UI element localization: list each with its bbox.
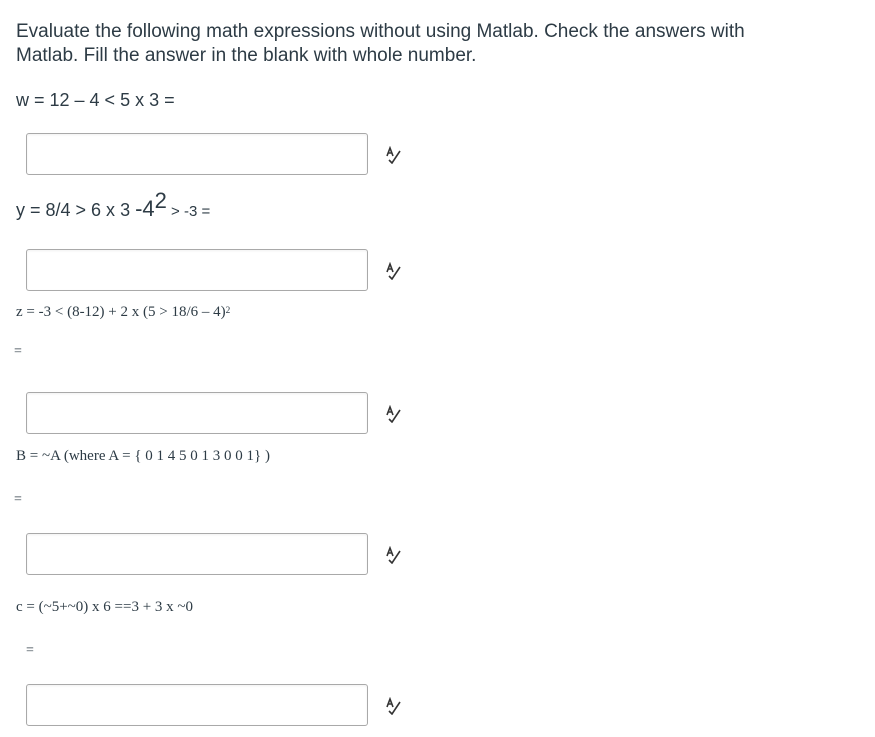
question-3-equals: = [14,344,22,359]
question-1-expression: w = 12 – 4 < 5 x 3 = [16,90,175,110]
instructions-text: Evaluate the following math expressions without using Matlab. Check the answers with Matlab. Fill the answer in the blank with whole number. [16,21,745,66]
spellcheck-icon[interactable] [384,546,402,564]
question-1-answer-input[interactable] [27,134,367,174]
question-2-answer-input[interactable] [27,250,367,290]
question-2-answer-box[interactable] [26,249,368,291]
question-3-expression-text: z = -3 < (8-12) + 2 x (5 > 18/6 – 4) [16,304,226,320]
question-5-answer-input[interactable] [27,685,367,725]
question-4-equals: = [14,492,22,507]
question-2-expression-base: -4 [135,196,155,221]
question-5-equals: = [26,643,34,658]
question-2-expression-exponent: 2 [154,188,167,214]
question-3-answer-box[interactable] [26,392,368,434]
question-3-answer-input[interactable] [27,393,367,433]
question-5-expression: c = (~5+~0) x 6 ==3 + 3 x ~0 [16,599,194,615]
question-3-expression [16,304,230,321]
spellcheck-icon[interactable] [384,146,402,164]
question-4-expression: B = ~A (where A = { 0 1 4 5 0 1 3 0 0 1} ) [16,448,271,464]
question-4-answer-box[interactable] [26,533,368,575]
question-4-answer-input[interactable] [27,534,367,574]
question-1-answer-box[interactable] [26,133,368,175]
question-5-answer-box[interactable] [26,684,368,726]
question-2-expression-prefix: y = 8/4 > 6 x 3 [16,200,136,220]
question-3-expression-exponent: 2 [225,305,231,316]
question-2-expression [16,188,211,222]
spellcheck-icon[interactable] [384,405,402,423]
spellcheck-icon[interactable] [384,262,402,280]
spellcheck-icon[interactable] [384,697,402,715]
question-2-expression-suffix: > -3 = [166,203,211,220]
